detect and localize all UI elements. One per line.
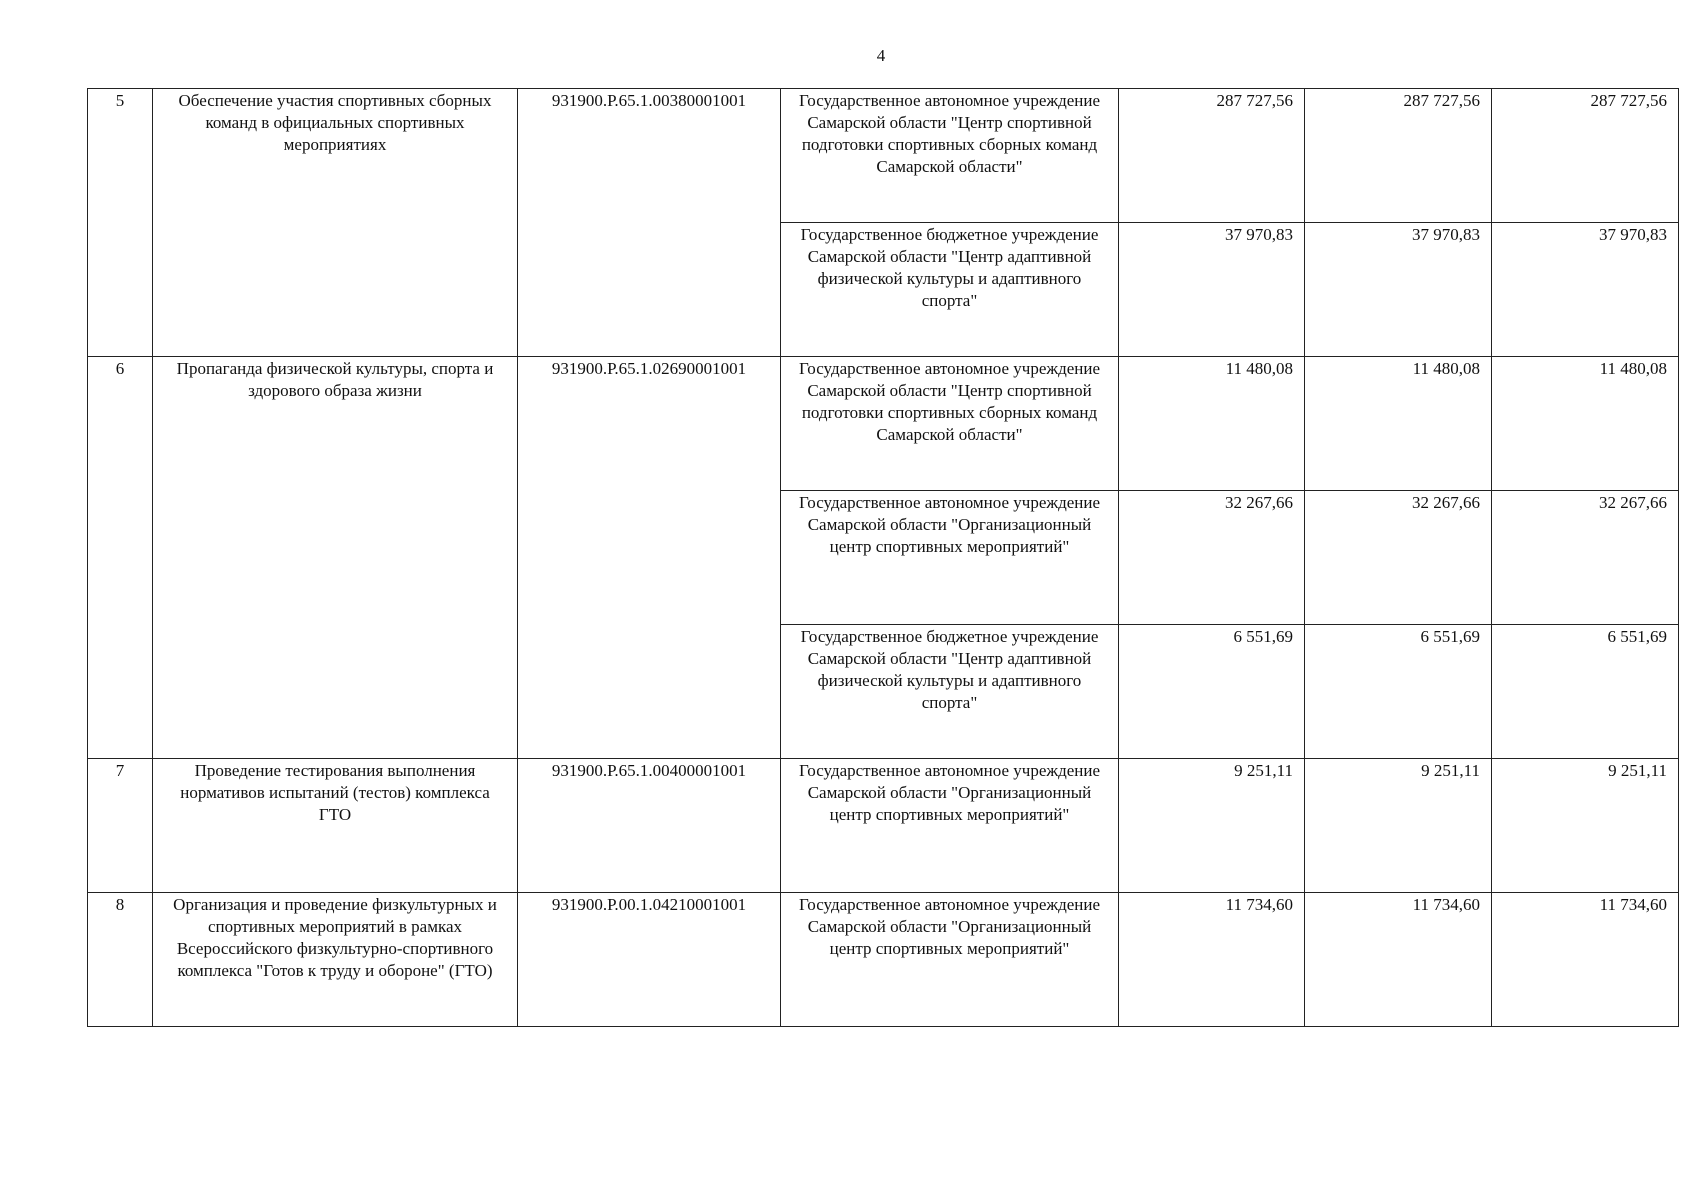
page-number: 4: [876, 46, 886, 65]
table-row: [88, 357, 1679, 491]
service-code: 931900.Р.65.1.02690001001: [518, 357, 781, 759]
amount-year-1: 9 251,11: [1119, 759, 1305, 893]
institution-name: Государственное автономное учреждение Самарской области "Организационный центр спортивных мероприятий": [781, 893, 1119, 1027]
institution-name: Государственное автономное учреждение Самарской области "Центр спортивной подготовки спортивных сборных команд Самарской области": [781, 357, 1119, 491]
row-number: 5: [88, 89, 153, 357]
amount-year-2: 37 970,83: [1305, 223, 1492, 357]
amount-year-3: 11 480,08: [1492, 357, 1679, 491]
service-code: 931900.Р.65.1.00400001001: [518, 759, 781, 893]
amount-year-2: 11 734,60: [1305, 893, 1492, 1027]
amount-year-2: 9 251,11: [1305, 759, 1492, 893]
amount-year-2: 6 551,69: [1305, 625, 1492, 759]
table-row: [88, 893, 1679, 1027]
amount-year-2: 11 480,08: [1305, 357, 1492, 491]
service-code: 931900.Р.00.1.04210001001: [518, 893, 781, 1027]
services-table: [87, 88, 1679, 1027]
amount-year-3: 6 551,69: [1492, 625, 1679, 759]
table-row: [88, 89, 1679, 223]
amount-year-2: 287 727,56: [1305, 89, 1492, 223]
service-name: Проведение тестирования выполнения нормативов испытаний (тестов) комплекса ГТО: [153, 759, 518, 893]
institution-name: Государственное автономное учреждение Самарской области "Организационный центр спортивных мероприятий": [781, 491, 1119, 625]
amount-year-3: 9 251,11: [1492, 759, 1679, 893]
institution-name: Государственное автономное учреждение Самарской области "Центр спортивной подготовки спортивных сборных команд Самарской области": [781, 89, 1119, 223]
amount-year-2: 32 267,66: [1305, 491, 1492, 625]
amount-year-3: 37 970,83: [1492, 223, 1679, 357]
amount-year-3: 32 267,66: [1492, 491, 1679, 625]
amount-year-1: 6 551,69: [1119, 625, 1305, 759]
institution-name: Государственное бюджетное учреждение Самарской области "Центр адаптивной физической культуры и адаптивного спорта": [781, 625, 1119, 759]
amount-year-1: 287 727,56: [1119, 89, 1305, 223]
amount-year-1: 37 970,83: [1119, 223, 1305, 357]
amount-year-1: 32 267,66: [1119, 491, 1305, 625]
amount-year-3: 11 734,60: [1492, 893, 1679, 1027]
row-number: 7: [88, 759, 153, 893]
row-number: 6: [88, 357, 153, 759]
service-name: Организация и проведение физкультурных и спортивных мероприятий в рамках Всероссийского физкультурно-спортивного комплекса "Готов к труду и обороне" (ГТО): [153, 893, 518, 1027]
amount-year-3: 287 727,56: [1492, 89, 1679, 223]
row-number: 8: [88, 893, 153, 1027]
table-row: [88, 759, 1679, 893]
service-name: Пропаганда физической культуры, спорта и здорового образа жизни: [153, 357, 518, 759]
amount-year-1: 11 480,08: [1119, 357, 1305, 491]
institution-name: Государственное бюджетное учреждение Самарской области "Центр адаптивной физической культуры и адаптивного спорта": [781, 223, 1119, 357]
service-name: Обеспечение участия спортивных сборных команд в официальных спортивных мероприятиях: [153, 89, 518, 357]
amount-year-1: 11 734,60: [1119, 893, 1305, 1027]
institution-name: Государственное автономное учреждение Самарской области "Организационный центр спортивных мероприятий": [781, 759, 1119, 893]
service-code: 931900.Р.65.1.00380001001: [518, 89, 781, 357]
